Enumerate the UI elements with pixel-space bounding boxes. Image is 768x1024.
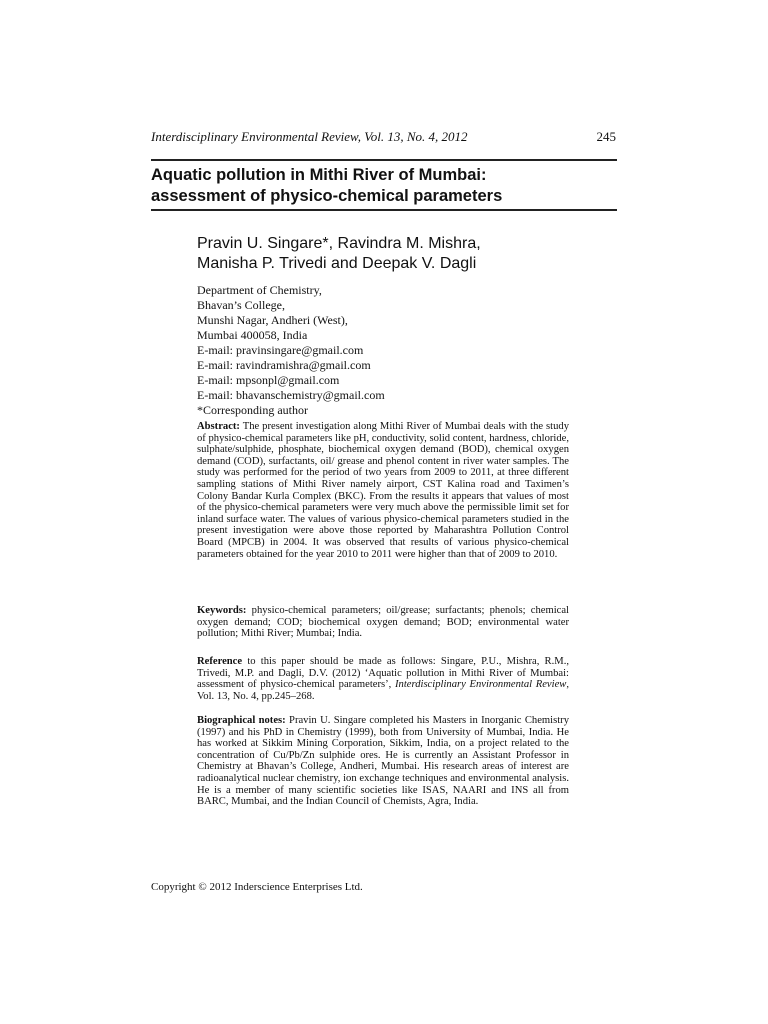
title-line-1: Aquatic pollution in Mithi River of Mumbai: — [151, 166, 487, 184]
title-top-rule — [151, 159, 617, 161]
reference-label: Reference — [197, 656, 243, 667]
paper-title — [151, 165, 617, 207]
abstract-label: Abstract: — [197, 421, 240, 432]
running-header-journal: Interdisciplinary Environmental Review, Vol. 13, No. 4, 2012 — [151, 129, 468, 144]
reference-paragraph — [197, 656, 569, 702]
abstract-text: The present investigation along Mithi River of Mumbai deals with the study of physico-chemical parameters like pH, conductivity, solid content, hardness, chloride, sulphate/sulphide, phosphate, biochemical oxygen demand (BOD), chemical oxygen demand (COD), surfactants, oil/ grease and phenol content in river water samples. The study was performed for the period of two years from 2009 to 2011, at three different sampling stations of Mithi River namely airport, CST Kalina road and Taximen’s Colony Bandar Kurla Complex (BKC). From the results it appears that values of most of the physico-chemical parameters were very much above the permissible limit set for inland surface water. The values of various physico-chemical parameters studied in the present investigation were above those reported by Maharashtra Pollution Control Board (MPCB) in 2004. It was observed that results of various physico-chemical parameters obtained for the year 2010 to 2011 were higher than that of 2009 to 2010. — [197, 421, 569, 560]
email-dagli: E-mail: bhavanschemistry@gmail.com — [197, 388, 385, 402]
affiliation-street: Munshi Nagar, Andheri (West), — [197, 313, 348, 327]
abstract-paragraph — [197, 421, 569, 560]
page-number: 245 — [596, 129, 616, 144]
bio-label: Biographical notes: — [197, 715, 286, 726]
bio-text: Pravin U. Singare completed his Masters in Inorganic Chemistry (1997) and his PhD in Chemistry (1999), both from University of Mumbai, India. He has worked at Sikkim Mining Corporation, Sikkim, India, on a project related to the concentration of Cu/Pb/Zn sulphide ores. He is currently an Assistant Professor in Chemistry at Bhavan’s College, Andheri, Mumbai. His research areas of interest are radioanalytical nuclear chemistry, ion exchange techniques and environmental analysis. He is a member of many scientific societies like ISAS, NAARI and INS all from BARC, Mumbai, and the Indian Council of Chemists, Agra, India. — [197, 715, 569, 808]
keywords-text: physico-chemical parameters; oil/grease; surfactants; phenols; chemical oxygen demand; COD; biochemical oxygen demand; BOD; environmental water pollution; Mithi River; Mumbai; India. — [197, 605, 569, 640]
affiliation-department: Department of Chemistry, — [197, 283, 322, 297]
reference-journal: Interdisciplinary Environmental Review — [395, 679, 567, 691]
authors-line-2: Manisha P. Trivedi and Deepak V. Dagli — [197, 255, 477, 272]
reference-text: to this paper should be made as follows: Singare, P.U., Mishra, R.M., Trivedi, M.P. and Dagli, D.V. (2012) ‘Aquatic pollution in Mithi River of Mumbai: assessment of physico-chemical parameters’, — [197, 656, 569, 691]
affiliation-college: Bhavan’s College, — [197, 298, 285, 312]
authors-line-1: Pravin U. Singare*, Ravindra M. Mishra, — [197, 235, 481, 252]
affiliation-city: Mumbai 400058, India — [197, 328, 308, 342]
email-singare: E-mail: pravinsingare@gmail.com — [197, 343, 364, 357]
title-bottom-rule — [151, 209, 617, 211]
author-list — [197, 234, 597, 274]
corresponding-author-note: *Corresponding author — [197, 403, 308, 417]
keywords-label: Keywords: — [197, 605, 247, 616]
email-mishra: E-mail: ravindramishra@gmail.com — [197, 358, 371, 372]
copyright-notice: Copyright © 2012 Inderscience Enterprises Ltd. — [151, 881, 363, 893]
affiliation-block — [197, 283, 577, 418]
title-line-2: assessment of physico-chemical parameters — [151, 187, 503, 205]
reference-volume: , Vol. 13, No. 4, pp.245–268. — [197, 679, 569, 702]
biographical-notes-paragraph — [197, 715, 569, 808]
keywords-paragraph — [197, 605, 569, 640]
email-trivedi: E-mail: mpsonpl@gmail.com — [197, 373, 340, 387]
